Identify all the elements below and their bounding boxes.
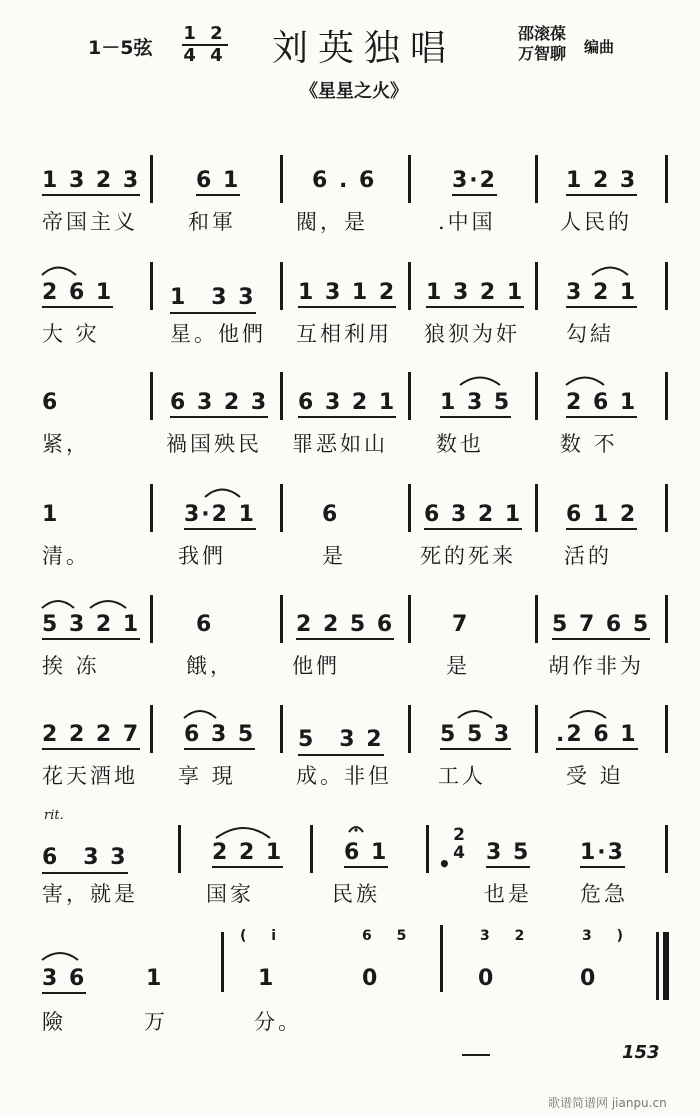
composer-1: 邵滚葆 — [518, 24, 567, 43]
lyric: 花天酒地 — [42, 764, 138, 788]
lyric: 死的死来 — [420, 544, 516, 568]
lyric: 数也 — [436, 432, 484, 456]
notes-measure: 3·2 1 — [184, 502, 256, 530]
lyric: 紧， — [42, 432, 90, 456]
notes-measure: 0 — [478, 966, 496, 991]
notes-measure: .2 6 1 — [556, 722, 638, 750]
lyric: 互相利用 — [296, 322, 392, 346]
notes-measure: 6 1 2 — [566, 502, 637, 530]
notes-measure: 1 — [146, 966, 164, 991]
lyric: 和軍 — [188, 210, 236, 234]
lyric: 險 — [42, 1010, 66, 1034]
notes-measure: 1 — [258, 966, 276, 991]
slur — [90, 601, 126, 608]
lyric: 閥，是 — [296, 210, 368, 234]
slur — [592, 268, 628, 276]
accompaniment-notes: 3 ) — [582, 928, 634, 944]
lyric: 万 — [144, 1010, 168, 1034]
notes-measure: 6 3 2 3 — [170, 390, 268, 418]
notes-measure: 1·3 — [580, 840, 625, 868]
lyric: 是 — [322, 544, 346, 568]
time-signature-bottom: 4 4 — [183, 45, 227, 66]
lyric: 清。 — [42, 544, 90, 568]
accompaniment-notes: 6 5 — [362, 928, 417, 944]
notes-measure: 5 5 3 — [440, 722, 511, 750]
lyric: 活的 — [564, 544, 612, 568]
notes-measure: 6 — [42, 390, 60, 415]
notes-measure: 6 — [196, 612, 214, 637]
notes-measure: 6 1 — [196, 168, 240, 196]
fermata-dot — [354, 828, 357, 831]
song-title: 刘英独唱 — [272, 28, 457, 69]
lyric: 成。非但 — [296, 764, 392, 788]
lyric: 禍国殃民 — [166, 432, 262, 456]
lyric: 受 迫 — [566, 764, 624, 788]
meter-change — [448, 826, 470, 862]
key-signature: 1－5弦 — [88, 37, 153, 59]
lyric: 胡作非为 — [548, 654, 644, 678]
watermark: 歌谱简谱网 jianpu.cn — [548, 1096, 667, 1110]
lyric: 也是 — [484, 882, 532, 906]
notes-measure: 1 3 5 — [440, 390, 511, 418]
notes-measure: 6 3 2 1 — [424, 502, 522, 530]
lyric: 工人 — [438, 764, 486, 788]
lyric: 国家 — [206, 882, 254, 906]
notes-measure: 5 7 6 5 — [552, 612, 650, 640]
lyric: 数 不 — [560, 432, 618, 456]
meter-change-top: 2 — [453, 825, 465, 845]
lyric: 勾結 — [566, 322, 614, 346]
lyric: 餓， — [186, 654, 234, 678]
notes-measure: 1 2 3 — [566, 168, 637, 196]
notes-measure: 3 2 1 — [566, 280, 637, 308]
source-subtitle: 《星星之火》 — [300, 81, 408, 102]
slur — [460, 378, 500, 386]
slur — [570, 711, 606, 718]
divider-mark — [462, 1054, 490, 1056]
notes-measure: 3 5 — [486, 840, 530, 868]
notes-measure: 1 3 3 — [170, 280, 256, 314]
lyric: 他們 — [292, 654, 340, 678]
slur — [216, 828, 270, 838]
lyric: 是 — [446, 654, 470, 678]
accompaniment-notes: 3 2 — [480, 928, 535, 944]
dot-mark: • — [438, 852, 451, 876]
notes-measure: 2 6 1 — [42, 280, 113, 308]
notes-measure: 2 6 1 — [566, 390, 637, 418]
notes-measure: 3·2 — [452, 168, 497, 196]
notes-measure: 6 3 5 — [184, 722, 255, 750]
lyric: 星。他們 — [170, 322, 266, 346]
slur — [184, 711, 216, 718]
notes-measure: 5 3 2 1 — [42, 612, 140, 640]
notes-measure: 6 — [322, 502, 340, 527]
composer-role: 编曲 — [584, 38, 615, 56]
notes-measure: 3 6 — [42, 966, 86, 994]
notes-measure: 2 2 2 7 — [42, 722, 140, 750]
notes-measure: 0 — [362, 966, 380, 991]
notes-measure: 2 2 5 6 — [296, 612, 394, 640]
notes-measure: 1 3 2 1 — [426, 280, 524, 308]
notes-measure: 1 3 1 2 — [298, 280, 396, 308]
notes-measure: 6 1 — [344, 840, 388, 868]
lyric: 狼狈为奸 — [424, 322, 520, 346]
lyric: 分。 — [254, 1010, 302, 1034]
notes-measure: 7 — [452, 612, 470, 637]
notes-measure: 6 . 6 — [312, 168, 377, 193]
notes-measure: 6 3 3 — [42, 840, 128, 874]
notes-measure: 0 — [580, 966, 598, 991]
slur — [42, 601, 74, 608]
slur — [42, 953, 78, 960]
notes-measure: 6 3 2 1 — [298, 390, 396, 418]
lyric: 帝国主义 — [42, 210, 138, 234]
notes-measure: 1 — [42, 502, 60, 527]
lyric: 人民的 — [560, 210, 632, 234]
lyric: 民族 — [332, 882, 380, 906]
lyric: 害，就是 — [42, 882, 138, 906]
notes-measure: 5 3 2 — [298, 722, 384, 756]
meter-change-bottom: 4 — [453, 843, 465, 863]
page-number: 153 — [622, 1042, 660, 1063]
lyric: 危急 — [580, 882, 628, 906]
lyric: 罪恶如山 — [292, 432, 388, 456]
slur — [566, 378, 604, 386]
lyric: 我們 — [178, 544, 226, 568]
lyric: .中国 — [438, 210, 496, 234]
slur — [458, 711, 492, 718]
slur — [42, 268, 76, 276]
lyric: 大 灾 — [42, 322, 100, 346]
lyric: 享 現 — [178, 764, 236, 788]
ritardando-marking: rit. — [44, 808, 64, 823]
notes-measure: 2 2 1 — [212, 840, 283, 868]
time-signature-top: 1 2 — [183, 23, 227, 44]
accompaniment-notes: ( i — [240, 928, 287, 944]
notes-measure: 1 3 2 3 — [42, 168, 140, 196]
slur — [205, 490, 240, 498]
composer-2: 万智聊 — [518, 44, 567, 63]
lyric: 挨 冻 — [42, 654, 100, 678]
